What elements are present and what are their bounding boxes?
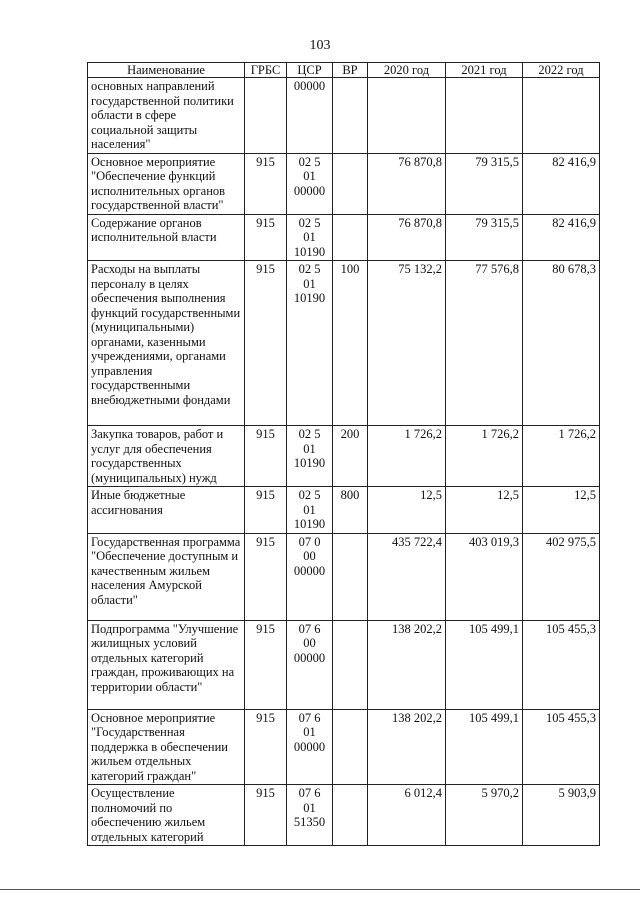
row-grbs: 915 bbox=[245, 785, 287, 846]
row-name: Содержание органов исполнительной власти bbox=[88, 214, 245, 261]
header-grbs: ГРБС bbox=[245, 63, 287, 78]
row-name: Основное мероприятие "Обеспечение функций исполнительных органов государственной власти" bbox=[88, 153, 245, 214]
scan-edge-line bbox=[0, 889, 640, 890]
row-vr: 200 bbox=[333, 426, 368, 487]
table-row bbox=[88, 78, 600, 154]
row-grbs: 915 bbox=[245, 261, 287, 426]
row-csr: 07 6 01 51350 bbox=[287, 785, 333, 846]
table-row bbox=[88, 709, 600, 785]
row-grbs: 915 bbox=[245, 214, 287, 261]
row-csr: 02 5 01 10190 bbox=[287, 214, 333, 261]
row-2022: 82 416,9 bbox=[523, 153, 600, 214]
row-2021: 403 019,3 bbox=[446, 533, 523, 620]
header-2020: 2020 год bbox=[368, 63, 446, 78]
row-vr bbox=[333, 709, 368, 785]
row-vr bbox=[333, 785, 368, 846]
table-row bbox=[88, 426, 600, 487]
row-vr: 100 bbox=[333, 261, 368, 426]
row-2022: 5 903,9 bbox=[523, 785, 600, 846]
row-grbs: 915 bbox=[245, 153, 287, 214]
row-vr bbox=[333, 214, 368, 261]
row-2021: 1 726,2 bbox=[446, 426, 523, 487]
header-2021: 2021 год bbox=[446, 63, 523, 78]
row-name: Расходы на выплаты персоналу в целях обеспечения выполнения функций государственными (муниципальными) органами, казенными учреждениями, органами управления государственными внебюджетными фондами bbox=[88, 261, 245, 426]
row-2020: 435 722,4 bbox=[368, 533, 446, 620]
row-grbs: 915 bbox=[245, 533, 287, 620]
row-name: Государственная программа "Обеспечение доступным и качественным жильем населения Амурской области" bbox=[88, 533, 245, 620]
row-2021: 79 315,5 bbox=[446, 153, 523, 214]
row-2020: 12,5 bbox=[368, 487, 446, 534]
row-2020: 76 870,8 bbox=[368, 153, 446, 214]
table-row bbox=[88, 785, 600, 846]
row-2021: 77 576,8 bbox=[446, 261, 523, 426]
table-row bbox=[88, 487, 600, 534]
header-csr: ЦСР bbox=[287, 63, 333, 78]
row-name: основных направлений государственной политики области в сфере социальной защиты населения" bbox=[88, 78, 245, 154]
row-2020: 6 012,4 bbox=[368, 785, 446, 846]
row-name: Подпрограмма "Улучшение жилищных условий отдельных категорий граждан, проживающих на территории области" bbox=[88, 620, 245, 709]
row-2020 bbox=[368, 78, 446, 154]
row-2022: 80 678,3 bbox=[523, 261, 600, 426]
row-2022 bbox=[523, 78, 600, 154]
row-grbs: 915 bbox=[245, 426, 287, 487]
row-vr bbox=[333, 153, 368, 214]
row-name: Осуществление полномочий по обеспечению жильем отдельных категорий bbox=[88, 785, 245, 846]
row-csr: 07 6 00 00000 bbox=[287, 620, 333, 709]
row-vr bbox=[333, 78, 368, 154]
row-2020: 76 870,8 bbox=[368, 214, 446, 261]
row-vr bbox=[333, 620, 368, 709]
row-grbs: 915 bbox=[245, 709, 287, 785]
table-row bbox=[88, 214, 600, 261]
row-name: Основное мероприятие "Государственная поддержка в обеспечении жильем отдельных категорий граждан" bbox=[88, 709, 245, 785]
row-vr bbox=[333, 533, 368, 620]
row-2021: 5 970,2 bbox=[446, 785, 523, 846]
row-grbs: 915 bbox=[245, 620, 287, 709]
table-row bbox=[88, 533, 600, 620]
row-csr: 00000 bbox=[287, 78, 333, 154]
row-vr: 800 bbox=[333, 487, 368, 534]
row-2021: 12,5 bbox=[446, 487, 523, 534]
table-row bbox=[88, 153, 600, 214]
row-name: Закупка товаров, работ и услуг для обеспечения государственных (муниципальных) нужд bbox=[88, 426, 245, 487]
row-csr: 02 5 01 00000 bbox=[287, 153, 333, 214]
budget-table bbox=[87, 62, 600, 846]
row-csr: 02 5 01 10190 bbox=[287, 426, 333, 487]
header-2022: 2022 год bbox=[523, 63, 600, 78]
row-grbs bbox=[245, 78, 287, 154]
row-grbs: 915 bbox=[245, 487, 287, 534]
row-2022: 402 975,5 bbox=[523, 533, 600, 620]
row-2022: 105 455,3 bbox=[523, 620, 600, 709]
table-row bbox=[88, 620, 600, 709]
header-vr: ВР bbox=[333, 63, 368, 78]
row-csr: 02 5 01 10190 bbox=[287, 261, 333, 426]
row-2022: 1 726,2 bbox=[523, 426, 600, 487]
row-2020: 1 726,2 bbox=[368, 426, 446, 487]
row-2020: 75 132,2 bbox=[368, 261, 446, 426]
row-2021: 105 499,1 bbox=[446, 709, 523, 785]
row-name: Иные бюджетные ассигнования bbox=[88, 487, 245, 534]
row-2022: 12,5 bbox=[523, 487, 600, 534]
row-2022: 82 416,9 bbox=[523, 214, 600, 261]
row-csr: 07 6 01 00000 bbox=[287, 709, 333, 785]
row-2021 bbox=[446, 78, 523, 154]
row-2020: 138 202,2 bbox=[368, 709, 446, 785]
page-number: 103 bbox=[309, 38, 331, 53]
row-2020: 138 202,2 bbox=[368, 620, 446, 709]
table-header-row bbox=[88, 63, 600, 78]
row-csr: 07 0 00 00000 bbox=[287, 533, 333, 620]
row-csr: 02 5 01 10190 bbox=[287, 487, 333, 534]
header-name: Наименование bbox=[88, 63, 245, 78]
table-row bbox=[88, 261, 600, 426]
row-2021: 79 315,5 bbox=[446, 214, 523, 261]
row-2021: 105 499,1 bbox=[446, 620, 523, 709]
row-2022: 105 455,3 bbox=[523, 709, 600, 785]
